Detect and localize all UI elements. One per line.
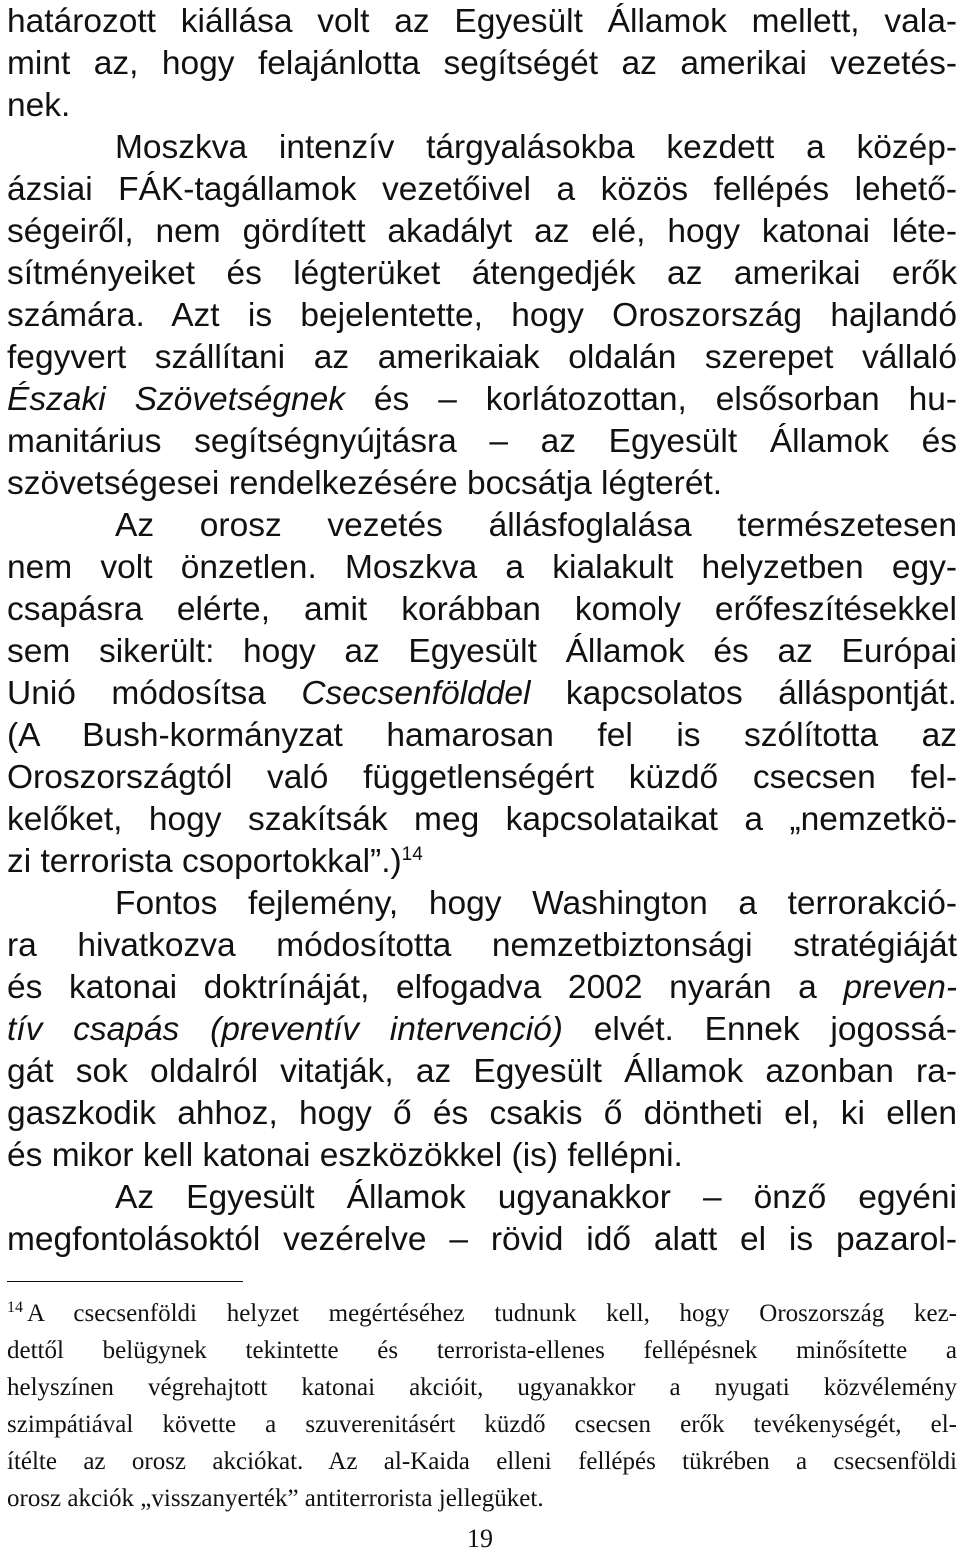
body-text-line: Oroszországtól való függetlenségért küzdő csecsen fel- [7, 759, 957, 796]
body-text-line: manitárius segítségnyújtásra – az Egyesült Államok és [7, 423, 957, 460]
body-text-line: ségeiről, nem gördített akadályt az elé, hogy katonai léte- [7, 213, 957, 250]
footnote-separator [7, 1281, 243, 1282]
italic-term: preven- [843, 969, 957, 1006]
body-text-line: gaszkodik ahhoz, hogy ő és csakis ő döntheti el, ki ellen [7, 1095, 957, 1132]
footnote-line: orosz akciók „visszanyerték” antiterrorista jellegüket. [7, 1485, 544, 1512]
footnote-line: ítélte az orosz akciókat. Az al-Kaida elleni fellépés tükrében a csecsenföldi [7, 1448, 957, 1475]
body-text-line: fegyvert szállítani az amerikaiak oldalán szerepet vállaló [7, 339, 957, 376]
body-text-line: Az orosz vezetés állásfoglalása természetesen [115, 507, 957, 544]
footnote-text: A csecsenföldi helyzet megértéséhez tudnunk kell, hogy Oroszország kez- [27, 1300, 957, 1327]
body-text-line: Az Egyesült Államok ugyanakkor – önző egyéni [115, 1179, 957, 1216]
body-text-line: (A Bush-kormányzat hamarosan fel is szólította az [7, 717, 957, 754]
body-text-line [7, 840, 957, 884]
body-text-span: és – korlátozottan, elsősorban hu- [345, 381, 957, 418]
body-text-line: nek. [7, 87, 71, 124]
body-text-line [7, 672, 957, 716]
body-text-line [7, 1008, 957, 1052]
body-text-span: kapcsolatos álláspontját. [530, 675, 957, 712]
body-text-line: gát sok oldalról vitatják, az Egyesült Államok azonban ra- [7, 1053, 957, 1090]
italic-term: Északi Szövetségnek [7, 381, 346, 418]
footnote-line: szimpátiával követte a szuverenitásért küzdő csecsen erők tevékenységét, el- [7, 1411, 957, 1438]
footnote-line: dettől belügynek tekintette és terrorista-ellenes fellépésnek minősítette a [7, 1337, 957, 1364]
footnote-line [7, 1297, 957, 1331]
body-text-line: Moszkva intenzív tárgyalásokba kezdett a közép- [115, 129, 957, 166]
body-text-line: mint az, hogy felajánlotta segítségét az amerikai vezetés- [7, 45, 957, 82]
body-text-line: csapásra elérte, amit korábban komoly erőfeszítésekkel [7, 591, 957, 628]
body-text-line: ra hivatkozva módosította nemzetbiztonsági stratégiáját [7, 927, 957, 964]
body-text-line: kelőket, hogy szakítsák meg kapcsolataikat a „nemzetkö- [7, 801, 957, 838]
footnote-reference[interactable]: 14 [401, 843, 423, 865]
page-number: 19 [467, 1524, 493, 1553]
body-text-span: zi terrorista csoportokkal”.) [7, 843, 402, 880]
body-text-line: ázsiai FÁK-tagállamok vezetőivel a közös fellépés lehető- [7, 171, 957, 208]
body-text-line: nem volt önzetlen. Moszkva a kialakult helyzetben egy- [7, 549, 957, 586]
body-text-line: és mikor kell katonai eszközökkel (is) fellépni. [7, 1137, 683, 1174]
body-text-line: számára. Azt is bejelentette, hogy Oroszország hajlandó [7, 297, 957, 334]
body-text-line: sem sikerült: hogy az Egyesült Államok és az Európai [7, 633, 957, 670]
body-text-line: határozott kiállása volt az Egyesült Államok mellett, vala- [7, 3, 957, 40]
body-text-span: elvét. Ennek jogossá- [562, 1011, 957, 1048]
italic-term: Csecsenfölddel [301, 675, 531, 712]
italic-term: tív csapás (preventív intervenció) [7, 1011, 563, 1048]
body-text-line: Fontos fejlemény, hogy Washington a terrorakció- [115, 885, 957, 922]
body-text-span: és katonai doktrínáját, elfogadva 2002 nyarán a [7, 969, 844, 1006]
footnote-line: helyszínen végrehajtott katonai akcióit, ugyanakkor a nyugati közvélemény [7, 1374, 957, 1401]
body-text-line: szövetségesei rendelkezésére bocsátja légterét. [7, 465, 723, 502]
body-text-line [7, 966, 957, 1010]
footnote-number: 14 [7, 1298, 23, 1316]
body-text-span: Unió módosítsa [7, 675, 302, 712]
body-text-line: sítményeiket és légterüket átengedjék az amerikai erők [7, 255, 957, 292]
body-text-line [7, 378, 957, 422]
body-text-line: megfontolásoktól vezérelve – rövid idő alatt el is pazarol- [7, 1221, 957, 1258]
